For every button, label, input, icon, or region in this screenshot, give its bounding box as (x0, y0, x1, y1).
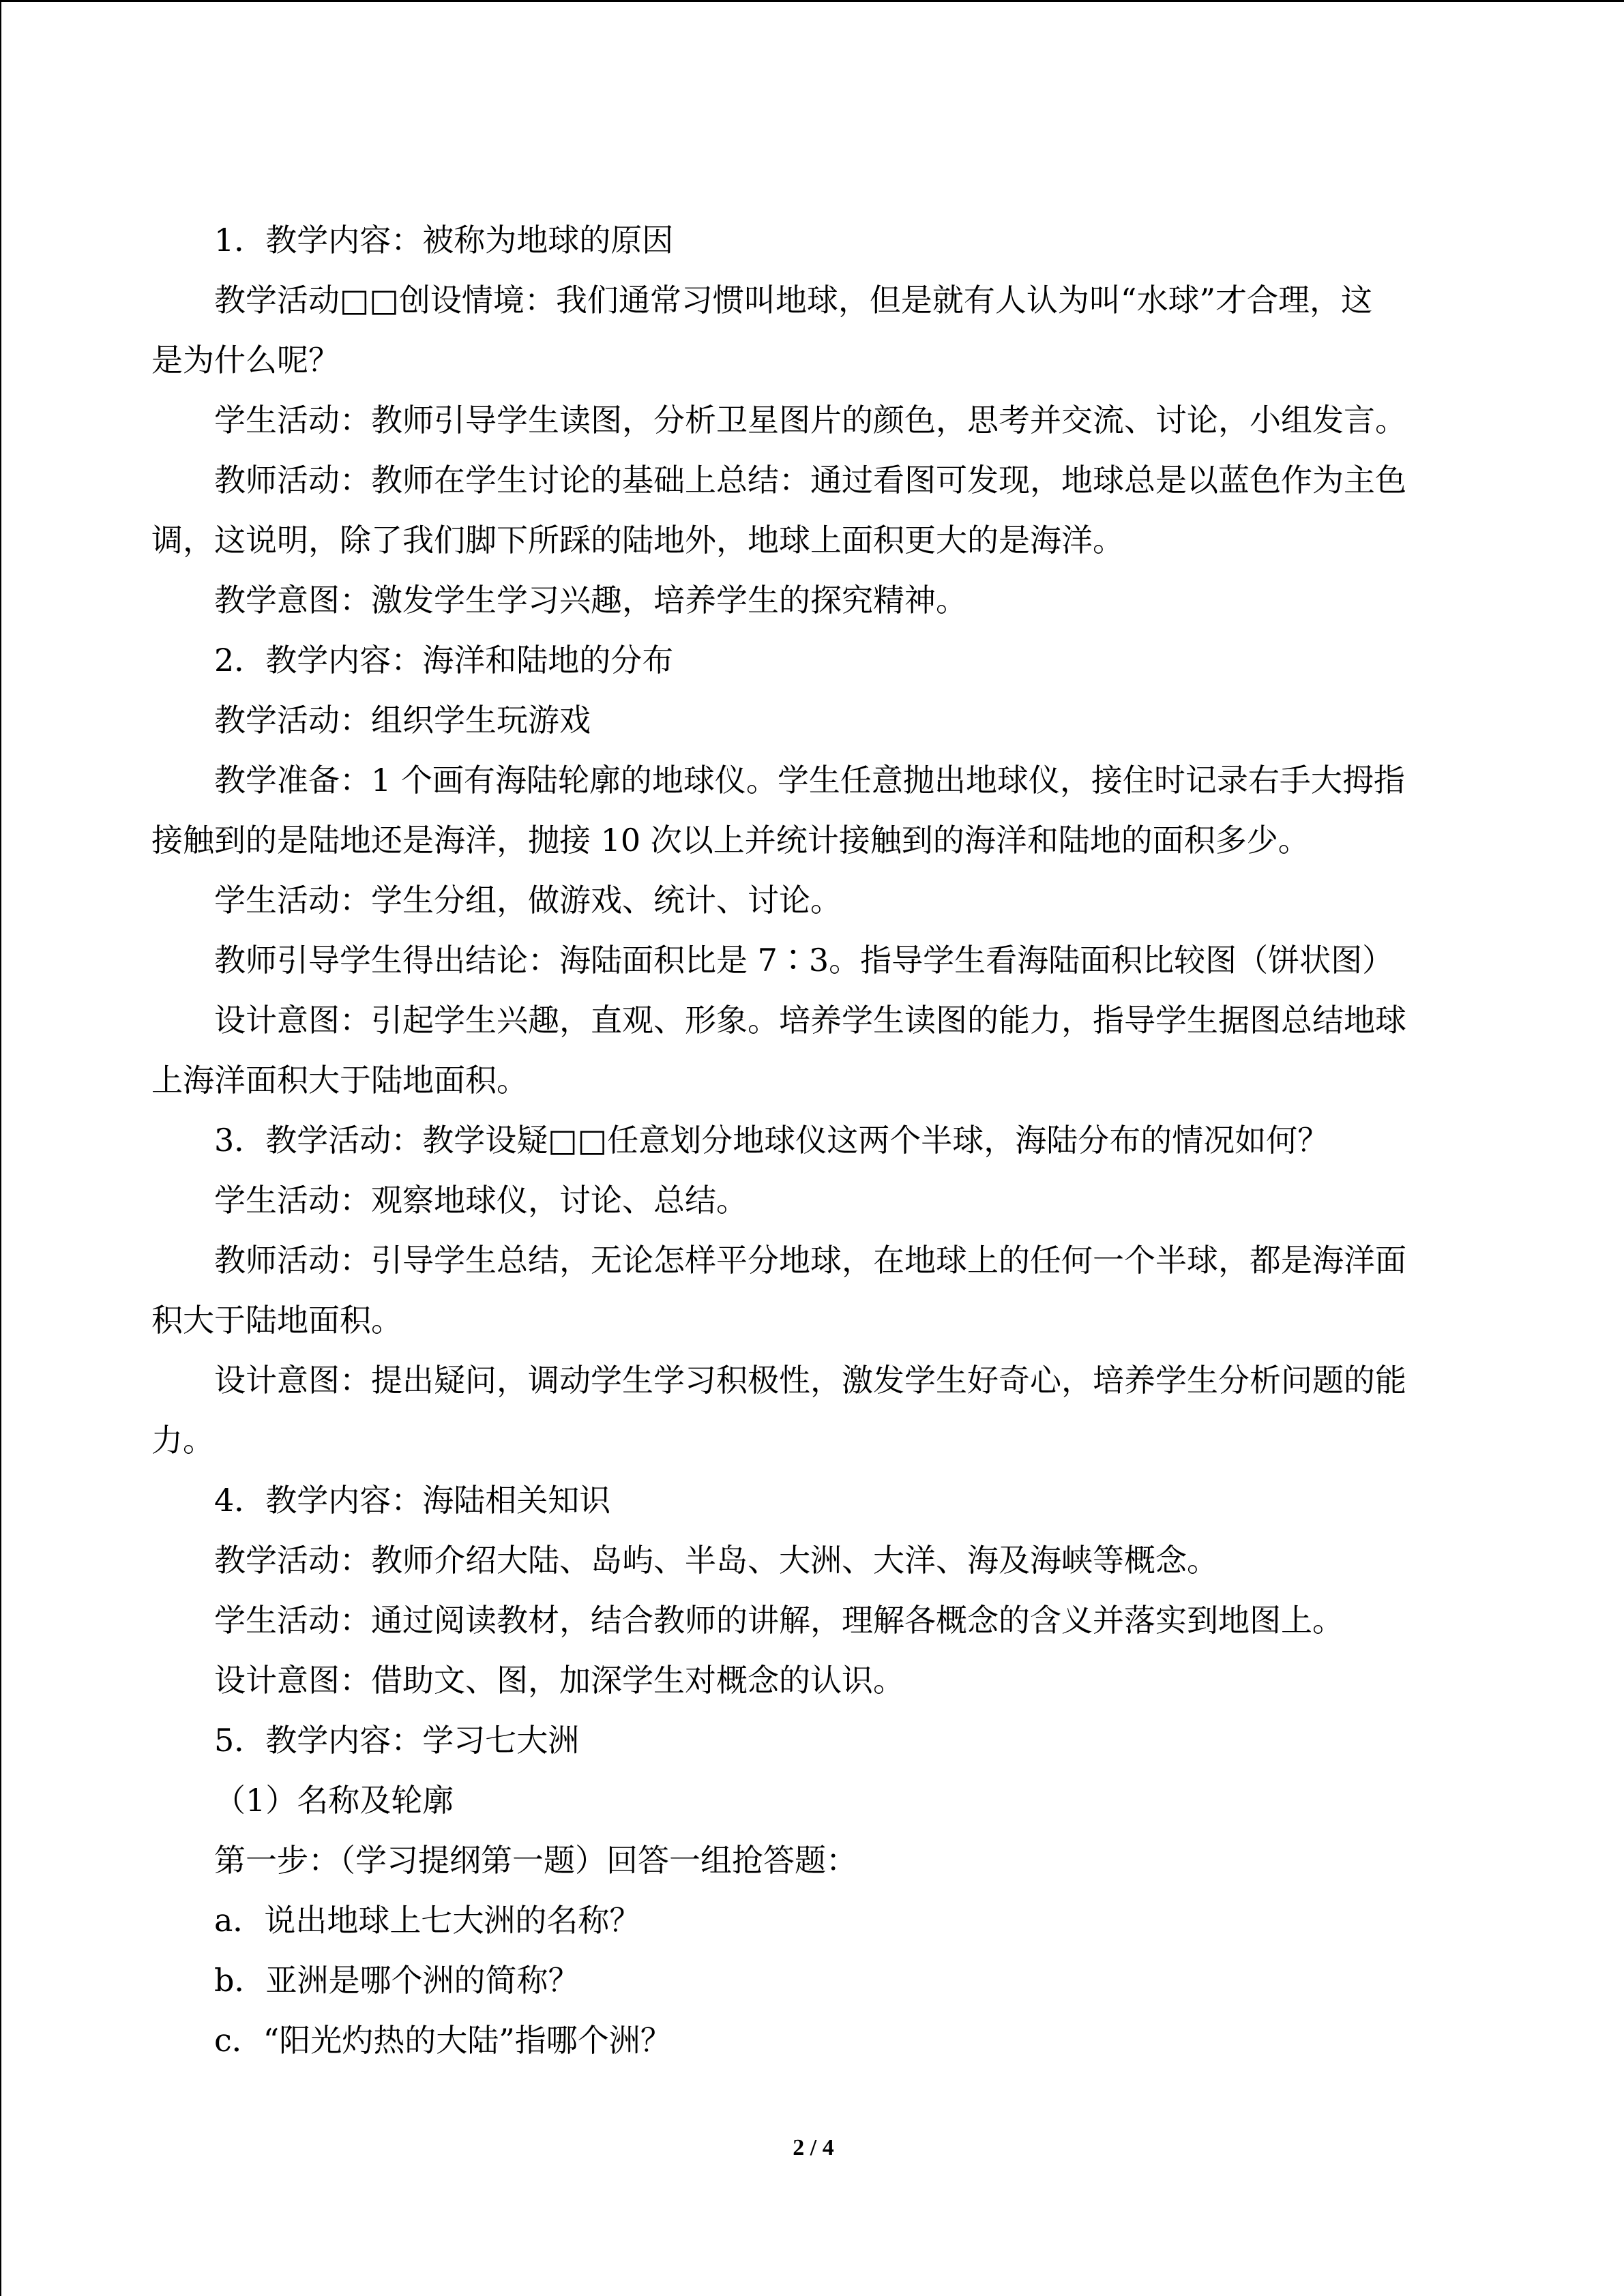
paragraph-line: a．说出地球上七大洲的名称？ (214, 1902, 641, 1939)
paragraph-line: 5．教学内容：学习七大洲 (214, 1722, 580, 1759)
paragraph-line: c．“阳光灼热的大陆”指哪个洲？ (214, 2022, 672, 2059)
paragraph-line: 积大于陆地面积。 (151, 1302, 402, 1339)
paragraph-line: 教学活动：教师介绍大陆、岛屿、半岛、大洲、大洋、海及海峡等概念。 (214, 1542, 1218, 1579)
paragraph-line: 是为什么呢？ (151, 342, 340, 378)
paragraph-line: （1）名称及轮廓 (214, 1782, 454, 1819)
paragraph-line: 学生活动：学生分组，做游戏、统计、讨论。 (214, 882, 842, 919)
page-number: 2 / 4 (793, 2135, 834, 2160)
paragraph-line: 接触到的是陆地还是海洋，抛接 10 次以上并统计接触到的海洋和陆地的面积多少。 (151, 822, 1310, 859)
paragraph-line: 教学活动：组织学生玩游戏 (214, 702, 591, 739)
paragraph-line: 教学准备：1 个画有海陆轮廓的地球仪。学生任意抛出地球仪，接住时记录右手大拇指 (214, 762, 1405, 799)
paragraph-line: 2．教学内容：海洋和陆地的分布 (214, 642, 674, 679)
paragraph-line: 设计意图：提出疑问，调动学生学习积极性，激发学生好奇心，培养学生分析问题的能 (214, 1362, 1406, 1399)
paragraph-line: 设计意图：借助文、图，加深学生对概念的认识。 (214, 1662, 904, 1699)
paragraph-line: 教学意图：激发学生学习兴趣，培养学生的探究精神。 (214, 582, 967, 618)
paragraph-line: 3．教学活动：教学设疑□□任意划分地球仪这两个半球，海陆分布的情况如何？ (214, 1122, 1329, 1159)
paragraph-line: 4．教学内容：海陆相关知识 (214, 1482, 611, 1519)
paragraph-line: 调，这说明，除了我们脚下所踩的陆地外，地球上面积更大的是海洋。 (151, 522, 1124, 558)
paragraph-line: 学生活动：教师引导学生读图，分析卫星图片的颜色，思考并交流、讨论，小组发言。 (214, 402, 1406, 438)
paragraph-line: 设计意图：引起学生兴趣，直观、形象。培养学生读图的能力，指导学生据图总结地球 (214, 1002, 1406, 1039)
paragraph-line: 教师活动：引导学生总结，无论怎样平分地球，在地球上的任何一个半球，都是海洋面 (214, 1242, 1406, 1279)
paragraph-line: 学生活动：观察地球仪，讨论、总结。 (214, 1182, 748, 1219)
paragraph-line: 教师引导学生得出结论：海陆面积比是 7∶3。指导学生看海陆面积比较图（饼状图） (214, 942, 1394, 979)
paragraph-line: b．亚洲是哪个洲的简称？ (214, 1962, 580, 1999)
paragraph-line: 教师活动：教师在学生讨论的基础上总结：通过看图可发现，地球总是以蓝色作为主色 (214, 462, 1406, 498)
paragraph-line: 1．教学内容：被称为地球的原因 (214, 222, 674, 258)
document-body (151, 210, 1461, 2070)
paragraph-line: 上海洋面积大于陆地面积。 (151, 1062, 528, 1099)
paragraph-line: 学生活动：通过阅读教材，结合教师的讲解，理解各概念的含义并落实到地图上。 (214, 1602, 1344, 1639)
paragraph-line: 力。 (151, 1422, 214, 1459)
paragraph-line: 教学活动□□创设情境：我们通常习惯叫地球，但是就有人认为叫“水球”才合理，这 (214, 282, 1372, 318)
paragraph-line: 第一步：（学习提纲第一题）回答一组抢答题： (214, 1842, 857, 1879)
